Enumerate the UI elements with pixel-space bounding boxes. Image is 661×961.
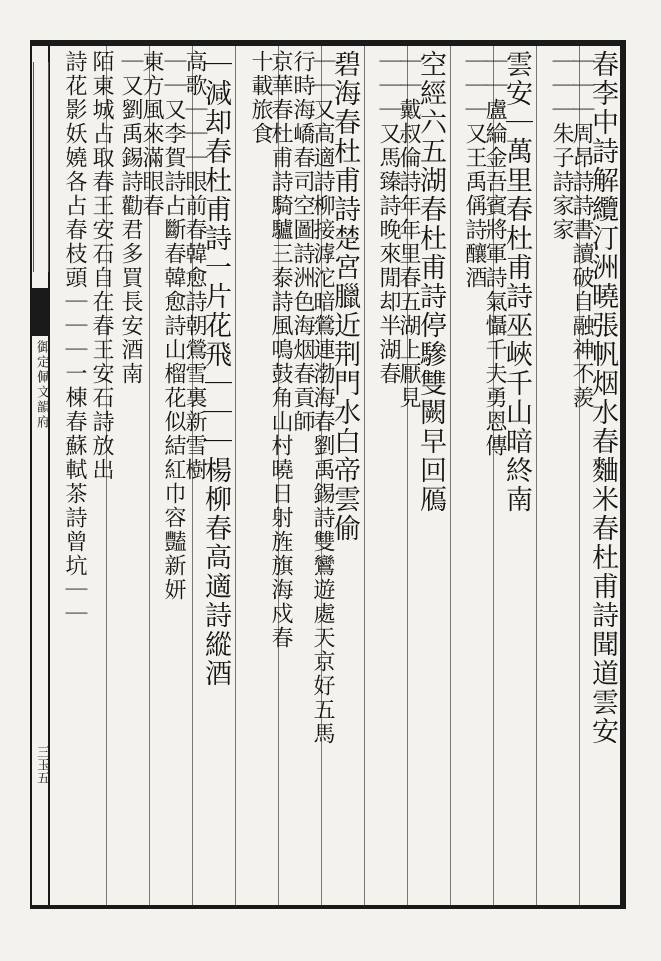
text-column: 十載旅食 — [248, 50, 273, 146]
text-column: ｜｜又李賀詩占斷春韓愈詩山榴花似結紅巾容豔新妍 — [161, 50, 186, 602]
text-column: 高歌｜｜｜眼前春韓愈詩朝鶯雪裏新雪樹 — [182, 50, 207, 482]
text-column: ｜｜戴叔倫詩年年里春五湖上厭見 — [396, 50, 421, 410]
page-border-right — [620, 40, 626, 909]
text-column: 陌東城占取春王安石自在春王安石詩放出 — [89, 50, 114, 482]
margin-page-number: 三玉五 — [34, 745, 49, 784]
text-column: 東方風來滿眼春 — [139, 50, 164, 218]
text-column: 京華春杜甫詩騎驢三泰詩風鳴鼓角山村曉日射旌旗海戍春 — [268, 50, 293, 650]
fish-tail-mark — [31, 288, 49, 336]
column-rule — [450, 46, 451, 905]
margin-book-title: 御定佩文韻府 — [34, 340, 49, 430]
page-border-bottom — [30, 905, 626, 909]
text-column: ｜減却春杜甫詩一片花飛｜｜｜楊柳春高適詩縱酒 — [200, 50, 231, 688]
column-rule — [536, 46, 537, 905]
text-column: 碧海春杜甫詩楚宮臘近荆門水白帝雲偷 — [329, 50, 360, 543]
text-column: ｜又劉禹錫詩勸君多買長安酒南 — [118, 50, 143, 386]
text-column: 詩花影妖嬈各占春枝頭｜｜｜一棟春蘇軾茶詩曾坑｜｜ — [62, 50, 87, 626]
text-column: ｜｜｜朱子詩家家 — [549, 50, 574, 242]
text-column: ｜｜｜又王禹偁詩釀酒 — [462, 50, 487, 290]
text-column: ｜｜｜又馬臻詩晚來閒却半湖春 — [376, 50, 401, 386]
text-column: 行時海嶠春司空圖詩洲色海烟春貢師 — [290, 50, 315, 434]
column-rule — [235, 46, 236, 905]
text-column: ｜｜又高適詩柳接滹沱暗鶯連渤海春劉禹錫詩雙鸞遊處天京好五馬 — [310, 50, 335, 746]
margin-strip — [33, 62, 49, 272]
text-column: 春李中詩解纜汀洲曉張帆烟水春麯米春杜甫詩聞道雲安 — [587, 50, 618, 746]
column-rule — [364, 46, 365, 905]
text-column: ｜｜｜周昂詩詩書讀破自融神不羨 — [569, 50, 594, 410]
text-column: 雲安｜萬里春杜甫詩巫峽千山暗終南 — [501, 50, 532, 514]
text-column: 空經六五湖春杜甫詩停驂雙闕早回鴈 — [415, 50, 446, 514]
margin-rule-outer — [30, 44, 32, 907]
text-column: ｜｜盧綸金吾賓將軍詩氣懾千夫勇恩傳 — [482, 50, 507, 458]
